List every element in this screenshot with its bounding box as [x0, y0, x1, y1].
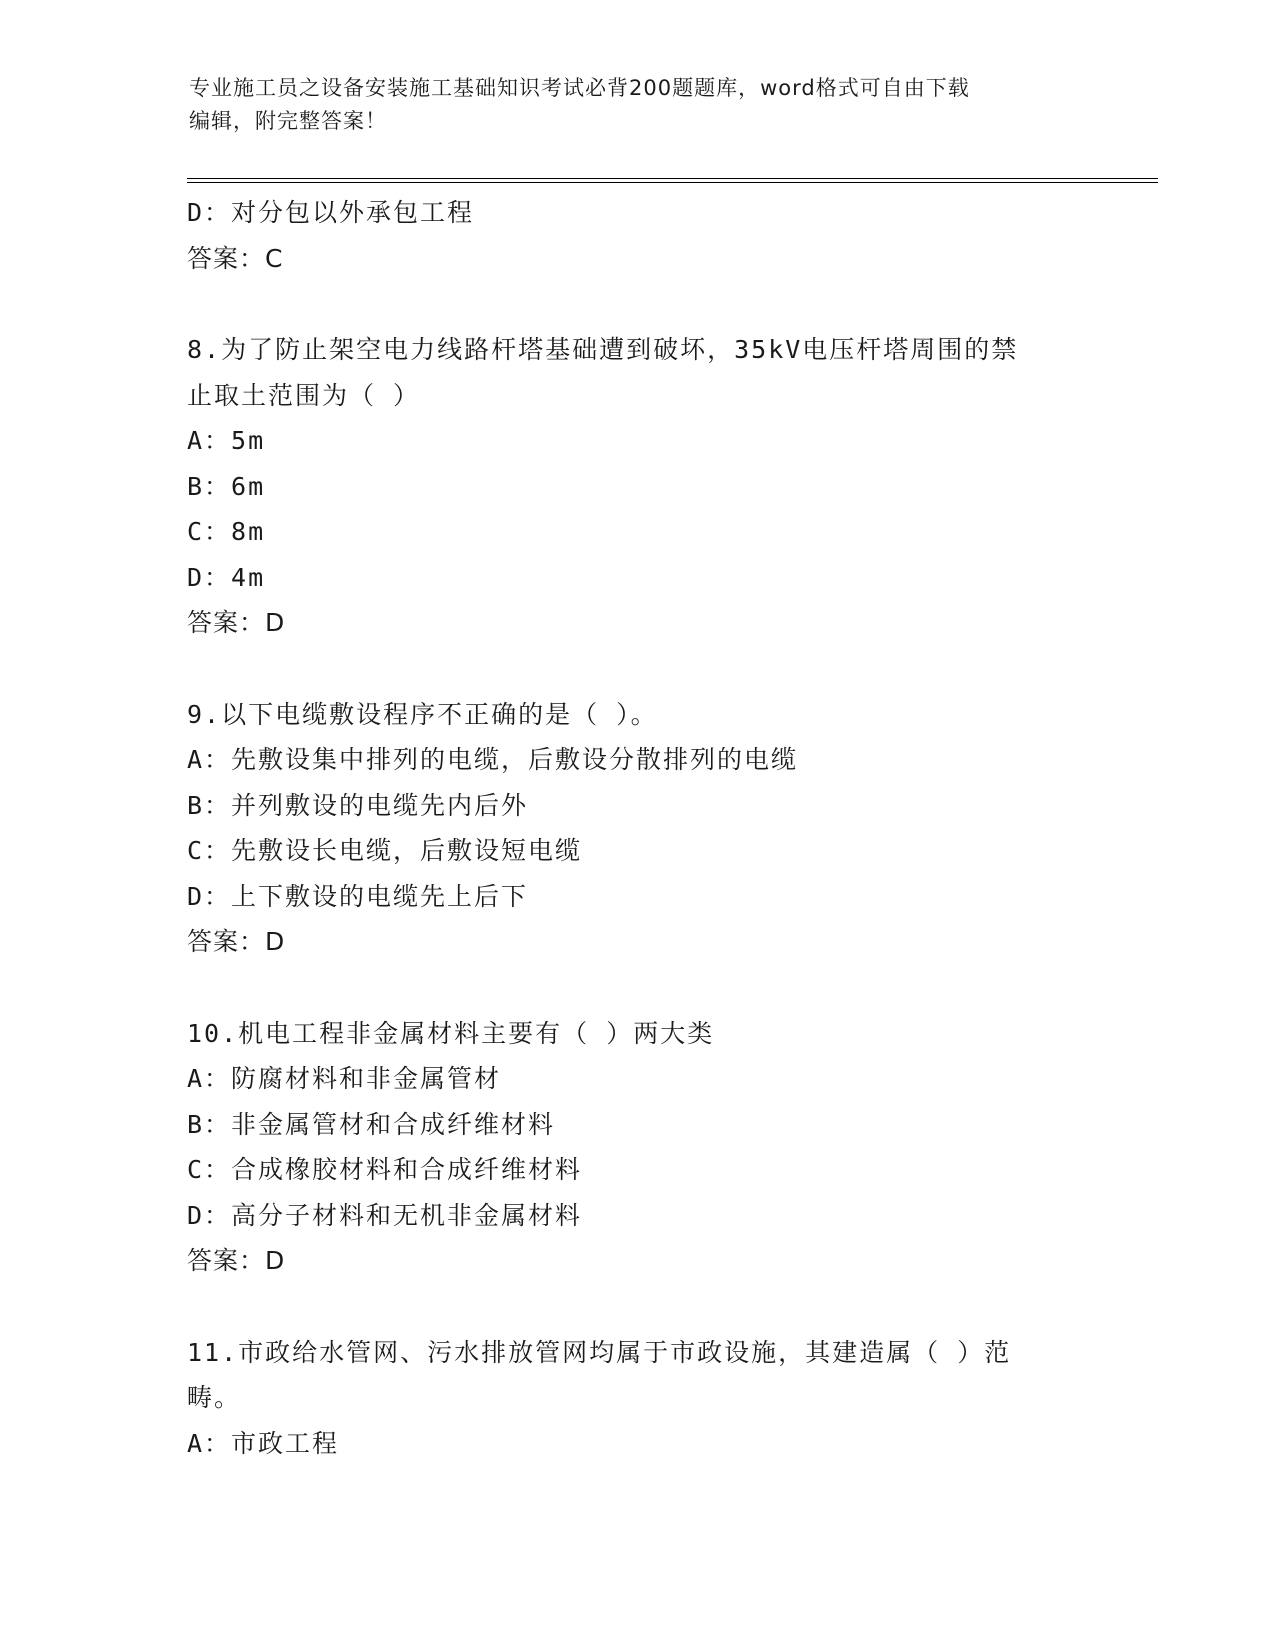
question-8-stem-line-2: 止取土范围为（ ） [187, 380, 421, 410]
question-11-stem-line-1: 11.市政给水管网、污水排放管网均属于市政设施，其建造属（ ）范 [187, 1337, 1012, 1367]
question-8-option-a: A：5m [187, 426, 266, 455]
question-8-answer: 答案：D [187, 608, 286, 637]
question-8-option-b: B：6m [187, 471, 266, 501]
document-header [189, 72, 1089, 138]
question-10-option-a: A：防腐材料和非金属管材 [187, 1064, 502, 1093]
question-9-answer: 答案：D [187, 927, 286, 956]
question-10-option-b: B：非金属管材和合成纤维材料 [187, 1109, 556, 1139]
prev-option-d: D：对分包以外承包工程 [187, 198, 475, 227]
question-9-option-a: A：先敷设集中排列的电缆，后敷设分散排列的电缆 [187, 745, 799, 774]
question-9-option-c: C：先敷设长电缆，后敷设短电缆 [187, 836, 583, 865]
question-9 [187, 692, 1107, 965]
spacer [187, 281, 1107, 327]
question-8-option-c: C：8m [187, 517, 266, 546]
spacer [187, 965, 1107, 1011]
question-8 [187, 327, 1107, 646]
question-9-option-b: B：并列敷设的电缆先内后外 [187, 790, 529, 820]
header-rule-bottom [187, 182, 1158, 183]
question-11-stem-line-2: 畴。 [187, 1383, 242, 1412]
question-10-option-c: C：合成橡胶材料和合成纤维材料 [187, 1155, 583, 1184]
question-10-option-d: D：高分子材料和无机非金属材料 [187, 1200, 583, 1230]
header-line-1: 专业施工员之设备安装施工基础知识考试必背200题题库，word格式可自由下载 [189, 76, 970, 100]
question-9-stem-line-1: 9.以下电缆敷设程序不正确的是（ ）。 [187, 699, 658, 729]
question-10-stem-line-1: 10.机电工程非金属材料主要有（ ）两大类 [187, 1018, 715, 1048]
header-rule-top [187, 178, 1158, 179]
prev-answer: 答案：C [187, 243, 284, 273]
spacer [187, 646, 1107, 692]
question-10 [187, 1011, 1107, 1284]
question-list [187, 190, 1107, 1466]
header-line-2: 编辑，附完整答案！ [189, 109, 387, 133]
question-11 [187, 1330, 1107, 1467]
question-8-option-d: D：4m [187, 562, 266, 592]
question-9-option-d: D：上下敷设的电缆先上后下 [187, 881, 529, 911]
spacer [187, 1284, 1107, 1330]
question-10-answer: 答案：D [187, 1246, 286, 1275]
question-11-option-a: A：市政工程 [187, 1428, 340, 1458]
question-8-stem-line-1: 8.为了防止架空电力线路杆塔基础遭到破坏，35kV电压杆塔周围的禁 [187, 335, 1019, 364]
